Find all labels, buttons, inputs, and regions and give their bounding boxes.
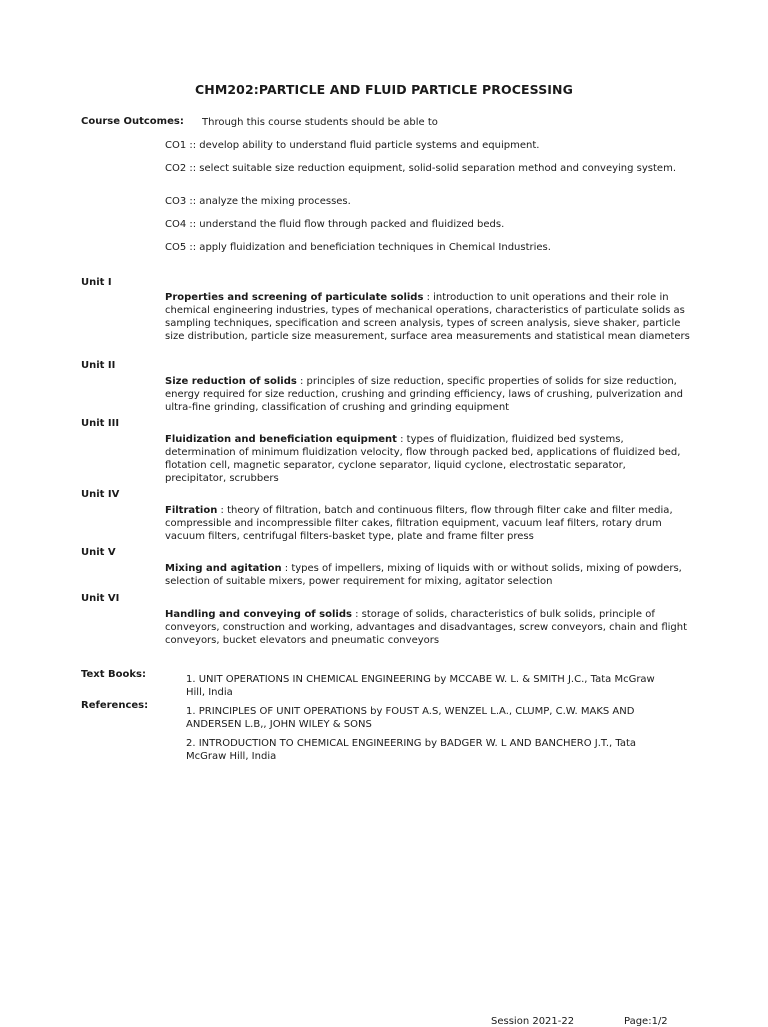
unit-heading: Filtration xyxy=(165,505,218,516)
text-books-label: Text Books: xyxy=(81,669,146,680)
unit-body xyxy=(165,562,690,588)
reference-item: 2. INTRODUCTION TO CHEMICAL ENGINEERING by BADGER W. L AND BANCHERO J.T., Tata McGraw Hill, India xyxy=(186,738,637,762)
unit-heading: Handling and conveying of solids xyxy=(165,609,352,620)
unit-text: : storage of solids, characteristics of bulk solids, principle of conveyors, construction and working, advantages and disadvantages, screw conveyors, chain and flight conveyors, bucket elevators and pneumatic conveyors xyxy=(165,609,688,646)
references-label: References: xyxy=(81,700,149,711)
unit-body xyxy=(165,375,690,414)
unit-body xyxy=(165,608,690,647)
unit-body xyxy=(165,504,690,543)
page-title: CHM202:PARTICLE AND FLUID PARTICLE PROCESSING xyxy=(195,82,573,97)
course-outcome-item: CO1 :: develop ability to understand fluid particle systems and equipment. xyxy=(165,140,540,151)
unit-heading: Size reduction of solids xyxy=(165,376,297,387)
course-outcome-item: CO3 :: analyze the mixing processes. xyxy=(165,196,351,207)
text-book-item: 1. UNIT OPERATIONS IN CHEMICAL ENGINEERING by MCCABE W. L. & SMITH J.C., Tata McGraw Hill, India xyxy=(186,674,655,698)
footer-session: Session 2021-22 xyxy=(491,1016,575,1027)
unit-label: Unit VI xyxy=(81,593,120,604)
course-outcome-item: CO5 :: apply fluidization and beneficiation techniques in Chemical Industries. xyxy=(165,242,551,253)
course-outcomes-label: Course Outcomes: xyxy=(81,116,184,127)
unit-heading: Properties and screening of particulate solids xyxy=(165,292,424,303)
unit-label: Unit V xyxy=(81,547,116,558)
footer-page-number: Page:1/2 xyxy=(624,1016,668,1027)
unit-text: : principles of size reduction, specific properties of solids for size reduction, energy required for size reduction, crushing and grinding efficiency, laws of crushing, pulverization and ultra-fine grinding, classification of crushing and grinding equipment xyxy=(165,376,683,413)
course-outcome-item: CO4 :: understand the fluid flow through packed and fluidized beds. xyxy=(165,219,505,230)
reference-item: 1. PRINCIPLES OF UNIT OPERATIONS by FOUST A.S, WENZEL L.A., CLUMP, C.W. MAKS AND ANDERSEN L.B,, JOHN WILEY & SONS xyxy=(186,706,635,730)
unit-body xyxy=(165,291,690,343)
unit-heading: Fluidization and beneficiation equipment xyxy=(165,434,397,445)
unit-body xyxy=(165,433,690,485)
unit-text: : types of fluidization, fluidized bed systems, determination of minimum fluidization velocity, flow through packed bed, applications of fluidized bed, flotation cell, magnetic separator, cyclone separator, liquid cyclone, electrostatic separator, precipitator, scrubbers xyxy=(165,434,681,484)
unit-label: Unit IV xyxy=(81,489,120,500)
unit-heading: Mixing and agitation xyxy=(165,563,282,574)
course-outcomes-intro: Through this course students should be able to xyxy=(202,117,438,128)
unit-label: Unit III xyxy=(81,418,120,429)
unit-label: Unit I xyxy=(81,277,112,288)
unit-label: Unit II xyxy=(81,360,116,371)
unit-text: : types of impellers, mixing of liquids with or without solids, mixing of powders, selection of suitable mixers, power requirement for mixing, agitator selection xyxy=(165,563,682,587)
unit-text: : introduction to unit operations and their role in chemical engineering industries, types of mechanical operations, characteristics of particulate solids as sampling techniques, specification and screen analysis, types of screen analysis, sieve shaker, particle size distribution, particle size measurement, surface area measurements and statistical mean diameters xyxy=(165,292,690,342)
unit-text: : theory of filtration, batch and continuous filters, flow through filter cake and filter media, compressible and incompressible filter cakes, filtration equipment, vacuum leaf filters, rotary drum vacuum filters, centrifugal filters-basket type, plate and frame filter press xyxy=(165,505,673,542)
course-outcome-item: CO2 :: select suitable size reduction equipment, solid-solid separation method and conveying system. xyxy=(165,163,677,174)
